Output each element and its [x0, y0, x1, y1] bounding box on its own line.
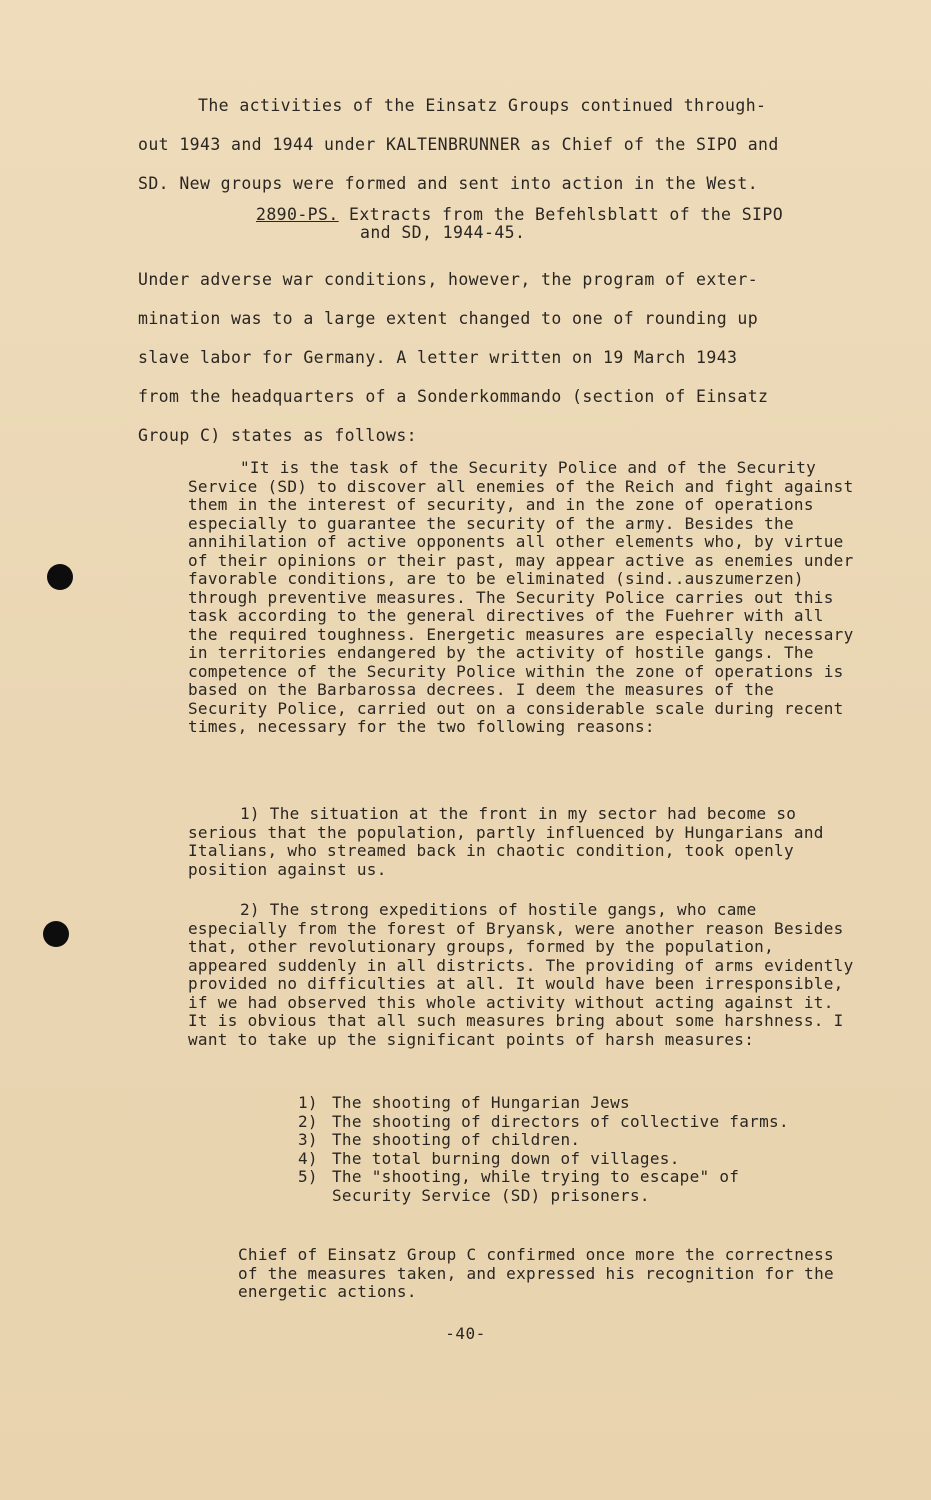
list-item-number: 4) [298, 1148, 318, 1168]
list-item-text: The "shooting, while trying to escape" of Security Service (SD) prisoners. [332, 1167, 740, 1205]
body-paragraph [138, 260, 858, 455]
citation-reference: 2890-PS. [256, 205, 339, 224]
document-citation [256, 206, 866, 242]
list-item-number: 1) [298, 1093, 318, 1112]
intro-line: SD. New groups were formed and sent into action in the West. [138, 174, 759, 193]
quote-text: "It is the task of the Security Police and of the Security Service (SD) to discover all enemies of the Reich and fight against them in the interest of security, and in the zone of operations especially to guarantee the security of the army. Besides the annihilation of active opponents all other elements who, by virtue of their opinions or their past, may appear active as enemies under favorable conditions, are to be eliminated (sind..auszumerzen) through preventive measures. The Security Police carries out this task according to the general directives of the Fuehrer with all the required toughness. Energetic measures are especially necessary in territories endangered by the activity of hostile gangs. The competence of the Security Police within the zone of operations is based on the Barbarossa decrees. I deem the measures of the Security Police, carried out on a considerable scale during recent times, necessary for the two following reasons: [188, 458, 854, 736]
list-item-text: The total burning down of villages. [332, 1148, 680, 1168]
list-item-number: 2) [298, 1111, 318, 1131]
list-item [298, 1150, 818, 1169]
punch-hole [43, 921, 69, 947]
closing-paragraph: Chief of Einsatz Group C confirmed once more the correctness of the measures taken, and expressed his recognition for the energetic actions. [238, 1245, 834, 1301]
list-item-text: The shooting of Hungarian Jews [332, 1093, 630, 1112]
intro-paragraph [138, 86, 858, 203]
list-item-number: 5) [298, 1167, 318, 1186]
citation-line-1: Extracts from the Befehlsblatt of the SIPO [349, 205, 784, 224]
intro-line: out 1943 and 1944 under KALTENBRUNNER as Chief of the SIPO and [138, 135, 779, 154]
list-item-text: The shooting of directors of collective farms. [332, 1111, 789, 1131]
body-line: Under adverse war conditions, however, the program of exter- [138, 270, 759, 289]
body-line: mination was to a large extent changed to one of rounding up [138, 309, 759, 328]
quoted-letter-paragraph-2 [188, 805, 860, 879]
list-item [298, 1113, 818, 1132]
body-line: Group C) states as follows: [138, 426, 418, 445]
list-item-number: 3) [298, 1130, 318, 1149]
list-item-text: The shooting of children. [332, 1130, 581, 1149]
body-line: from the headquarters of a Sonderkommando (section of Einsatz [138, 387, 769, 406]
quote-text: 1) The situation at the front in my sector had become so serious that the population, partly influenced by Hungarians and Italians, who streamed back in chaotic condition, took openly position against us. [188, 804, 824, 879]
page-number: -40- [445, 1324, 486, 1343]
quote-text: 2) The strong expeditions of hostile gangs, who came especially from the forest of Bryansk, were another reason Besides that, other revolutionary groups, formed by the population, appeared suddenly in all districts. The providing of arms evidently provided no difficulties at all. It would have been irresponsible, if we had observed this whole activity without acting against it. It is obvious that all such measures bring about some harshness. I want to take up the significant points of harsh measures: [188, 900, 854, 1049]
quoted-letter-paragraph-1 [188, 459, 860, 737]
citation-line-2: and SD, 1944-45. [360, 223, 526, 242]
harsh-measures-list [298, 1094, 818, 1205]
list-item [298, 1168, 818, 1205]
list-item [298, 1131, 818, 1150]
list-item [298, 1094, 818, 1113]
punch-hole [47, 564, 73, 590]
quoted-letter-paragraph-3 [188, 901, 860, 1049]
intro-line: The activities of the Einsatz Groups continued through- [198, 96, 767, 115]
body-line: slave labor for Germany. A letter written on 19 March 1943 [138, 348, 738, 367]
